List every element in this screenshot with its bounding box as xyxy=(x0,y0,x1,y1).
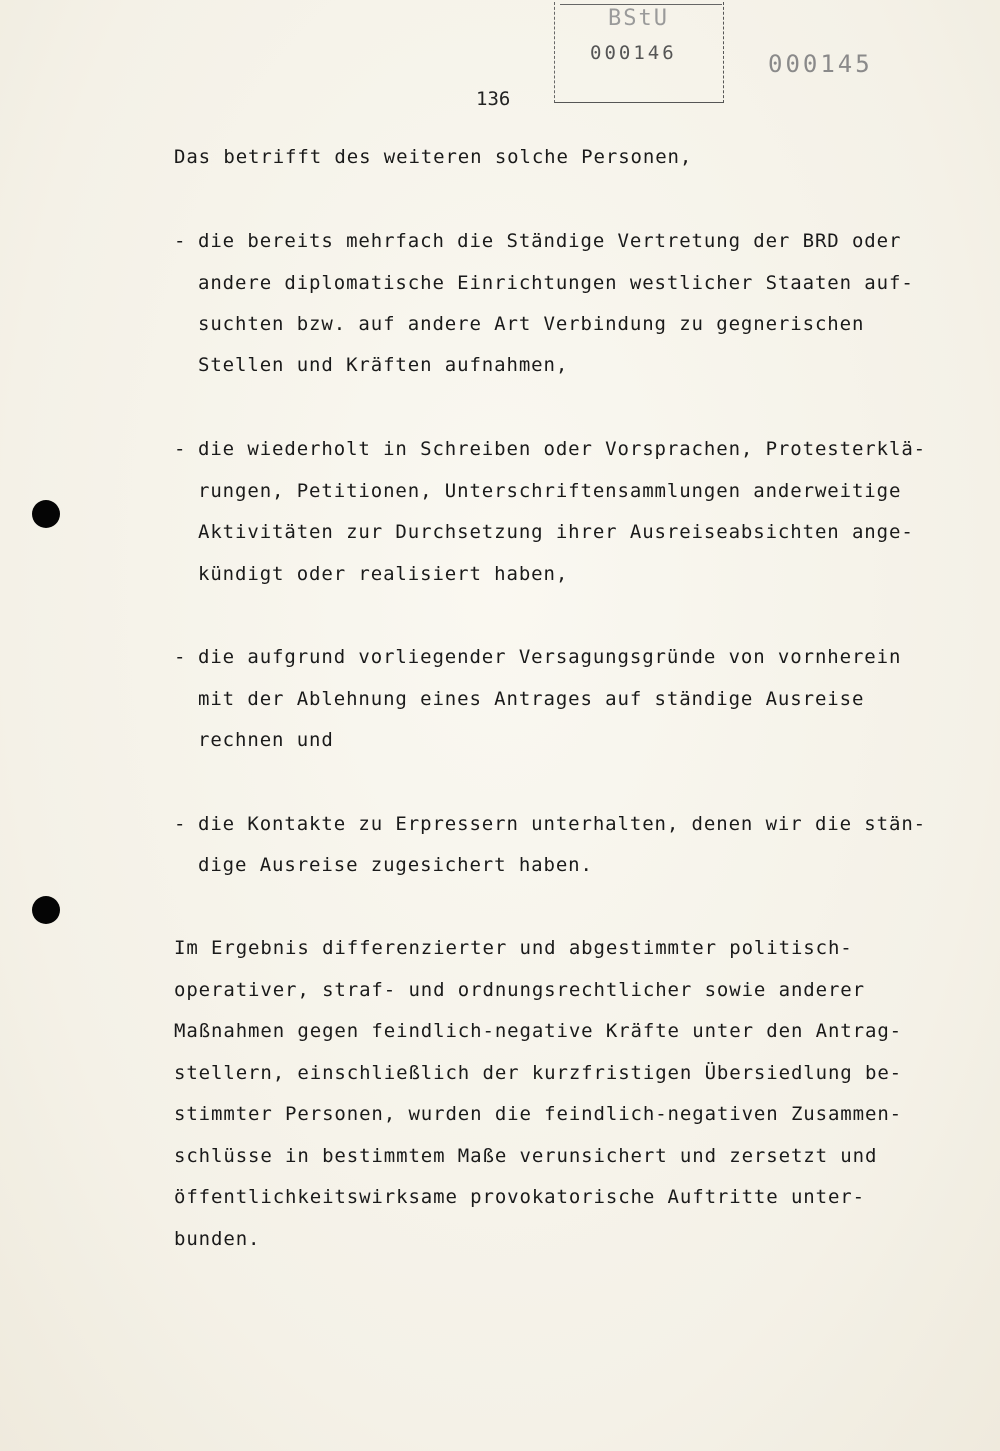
bullet-dash: - xyxy=(174,230,186,252)
intro-line: Das betrifft des weiteren solche Personen, xyxy=(174,146,693,168)
bullet-line: suchten bzw. auf andere Art Verbindung zu gegnerischen xyxy=(198,313,865,335)
bullet-line: andere diplomatische Einrichtungen westlicher Staaten auf- xyxy=(198,272,914,294)
bullet-line: mit der Ablehnung eines Antrages auf ständige Ausreise xyxy=(198,688,865,710)
bullet-line: rechnen und xyxy=(198,729,334,751)
archive-number: 000145 xyxy=(768,50,873,78)
conclusion-line: Maßnahmen gegen feindlich-negative Kräfte unter den Antrag- xyxy=(174,1020,902,1042)
conclusion-line: Im Ergebnis differenzierter und abgestimmter politisch- xyxy=(174,937,853,959)
page-number: 136 xyxy=(476,88,511,110)
conclusion-line: schlüsse in bestimmtem Maße verunsichert und zersetzt und xyxy=(174,1145,878,1167)
bullet-line: Aktivitäten zur Durchsetzung ihrer Ausreiseabsichten ange- xyxy=(198,521,914,543)
conclusion-line: öffentlichkeitswirksame provokatorische Auftritte unter- xyxy=(174,1186,865,1208)
stamp-number: 000146 xyxy=(590,42,677,64)
bullet-line: dige Ausreise zugesichert haben. xyxy=(198,854,593,876)
bullet-line: die wiederholt in Schreiben oder Vorsprachen, Protesterklä- xyxy=(198,438,926,460)
bullet-dash: - xyxy=(174,813,186,835)
bullet-dash: - xyxy=(174,438,186,460)
bullet-line: die Kontakte zu Erpressern unterhalten, denen wir die stän- xyxy=(198,813,926,835)
bullet-line: Stellen und Kräften aufnahmen, xyxy=(198,354,569,376)
bullet-line: kündigt oder realisiert haben, xyxy=(198,563,569,585)
bullet-line: die aufgrund vorliegender Versagungsgründe von vornherein xyxy=(198,646,902,668)
punch-hole xyxy=(32,500,60,528)
bullet-line: rungen, Petitionen, Unterschriftensammlungen anderweitige xyxy=(198,480,902,502)
bullet-line: die bereits mehrfach die Ständige Vertretung der BRD oder xyxy=(198,230,902,252)
conclusion-line: stimmter Personen, wurden die feindlich-negativen Zusammen- xyxy=(174,1103,902,1125)
conclusion-line: bunden. xyxy=(174,1228,261,1250)
stamp-title: BStU xyxy=(608,6,669,31)
conclusion-line: operativer, straf- und ordnungsrechtlicher sowie anderer xyxy=(174,979,865,1001)
conclusion-line: stellern, einschließlich der kurzfristigen Übersiedlung be- xyxy=(174,1062,902,1084)
punch-hole xyxy=(32,896,60,924)
bullet-dash: - xyxy=(174,646,186,668)
